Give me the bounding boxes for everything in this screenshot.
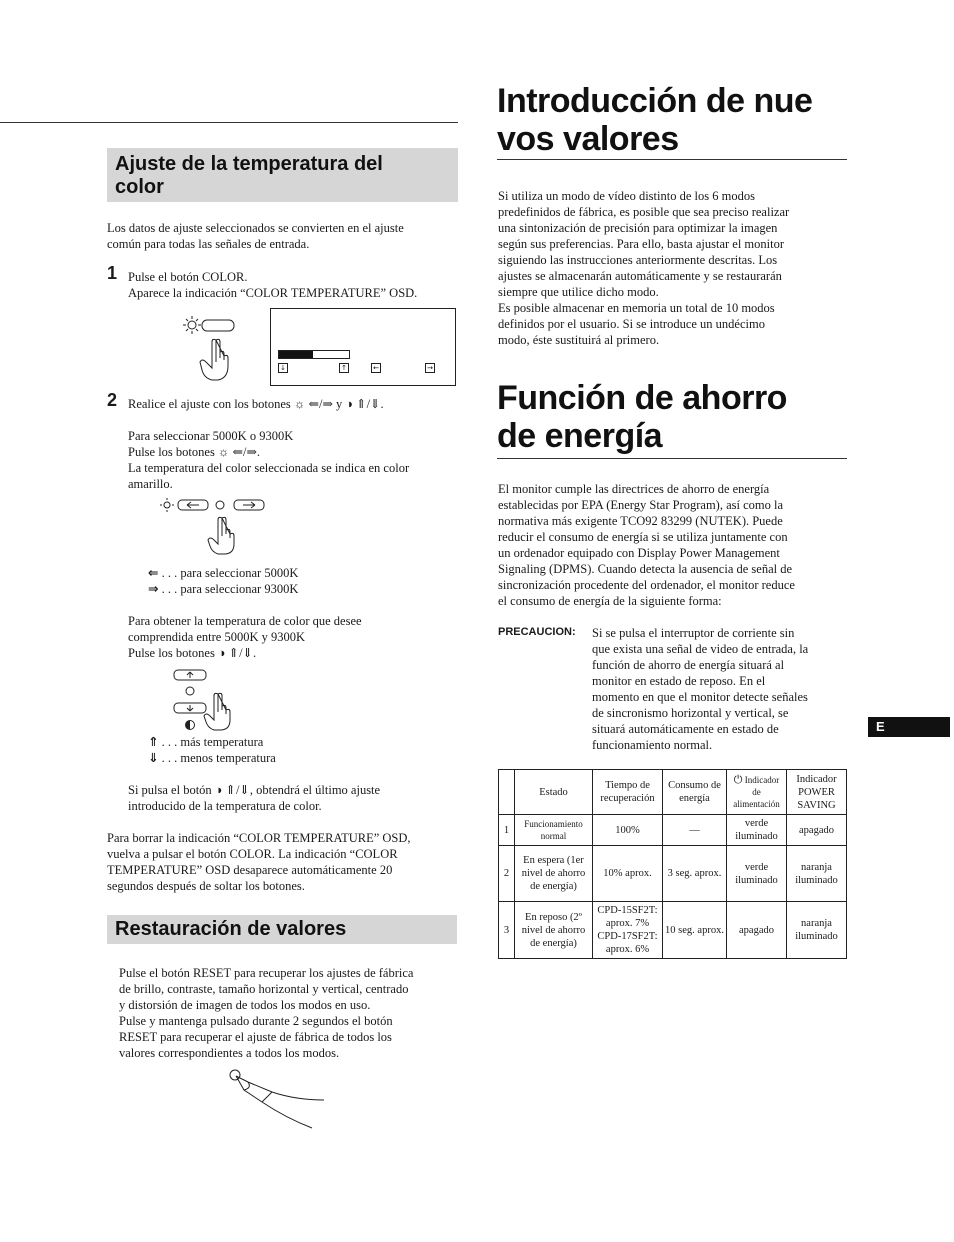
sun-icon (160, 498, 174, 512)
reset-paragraph (119, 965, 459, 1061)
intro-line: común para todas las señales de entrada. (107, 237, 310, 251)
heading-line1: Ajuste de la temperatura del (115, 153, 383, 175)
reset-line: y distorsión de imagen de todos los modos en uso. (119, 998, 371, 1012)
table-header-cell: Estado (515, 770, 593, 815)
up-arrow-icon: ⇑ (148, 734, 159, 749)
paragraph-line: una sintonización de precisión para optimizar la imagen (498, 221, 778, 235)
heading-line2: color (115, 176, 164, 198)
obtain-line: Pulse los botones ◑ ⇑/⇓. (128, 646, 257, 660)
table-cell: naranja iluminado (787, 902, 847, 959)
table-cell: En reposo (2º nivel de ahorro de energía) (515, 902, 593, 959)
obtain-line: Para obtener la temperatura de color que desee (128, 614, 362, 628)
title-line: de energía (497, 417, 663, 455)
pointing-hand-icon (200, 339, 228, 380)
table-cell: verde iluminado (727, 815, 787, 846)
paragraph-line: según sus preferencias. Para ello, basta ajustar el monitor (498, 237, 785, 251)
caution-line: situará automáticamente en estado de (592, 722, 779, 736)
last-setting-line: Si pulsa el botón ◑ ⇑/⇓, obtendrá el último ajuste (128, 783, 381, 797)
table-cell: 10% aprox. (593, 846, 663, 902)
title-line: Introducción de nue (497, 82, 813, 120)
paragraph-line: sincronización procedente del ordenador, el monitor reduce (498, 578, 795, 592)
up-arrow-text: . . . más temperatura (161, 735, 264, 749)
table-cell: Funcionamiento normal (515, 815, 593, 846)
paragraph-line: modo, éste sustituirá al primero. (498, 333, 660, 347)
intro-line: Los datos de ajuste seleccionados se convierten en el ajuste (107, 221, 404, 235)
table-cell: 2 (499, 846, 515, 902)
right-arrow-text: . . . para seleccionar 9300K (161, 582, 299, 596)
caution-line: momento en que el monitor detecte señales (592, 690, 808, 704)
obtain-line: comprendida entre 5000K y 9300K (128, 630, 306, 644)
contrast-icon (186, 721, 195, 730)
caution-line: Si se pulsa el interruptor de corriente sin (592, 626, 795, 640)
select-line: Para seleccionar 5000K o 9300K (128, 429, 294, 443)
power-saving-paragraph (498, 481, 853, 609)
caution-line: monitor en estado de reposo. En el (592, 674, 766, 688)
paragraph-line: El monitor cumple las directrices de ahorro de energía (498, 482, 770, 496)
table-header-cell: Consumo de energía (663, 770, 727, 815)
table-row (499, 902, 847, 959)
paragraph-line: Es posible almacenar en memoria un total de 10 modos (498, 301, 775, 315)
left-arrow-icon: ⇐ (148, 565, 159, 580)
table-header-row (499, 770, 847, 815)
title-line: vos valores (497, 120, 679, 158)
down-arrow-row (148, 750, 448, 766)
osd-display (270, 308, 456, 386)
table-cell: 3 seg. aprox. (663, 846, 727, 902)
table-row (499, 815, 847, 846)
section-title-power-saving (497, 379, 857, 455)
left-arrow-row (148, 565, 448, 581)
top-rule-left (0, 122, 458, 123)
paragraph-line: el consumo de energía de la siguiente forma: (498, 594, 722, 608)
section-heading-reset (107, 915, 457, 944)
up-down-legend (148, 734, 448, 766)
table-cell: 3 (499, 902, 515, 959)
power-saving-table (498, 769, 847, 959)
section-heading-color-temperature (107, 148, 458, 202)
title-underline (497, 159, 847, 160)
reset-line: RESET para recuperar el ajuste de fábrica de todos los (119, 1030, 392, 1044)
osd-left-icon: ← (371, 363, 381, 373)
osd-right-icon: → (425, 363, 435, 373)
arrow-legend (148, 565, 448, 597)
caution-line: que exista una señal de video de entrada, la (592, 642, 809, 656)
left-right-buttons-illustration (158, 496, 270, 556)
step1-line: Pulse el botón COLOR. (128, 270, 248, 284)
color-button (202, 320, 234, 331)
reset-line: de brillo, contraste, tamaño horizontal y vertical, centrado (119, 982, 409, 996)
step-number-1: 1 (107, 263, 118, 283)
paragraph-line: siguiendo las instrucciones anteriormente descritas. Los (498, 253, 778, 267)
last-setting-paragraph (128, 782, 458, 814)
select-line: La temperatura del color seleccionada se indica en color (128, 461, 410, 475)
reset-line: Pulse el botón RESET para recuperar los ajustes de fábrica (119, 966, 414, 980)
paragraph-line: Si utiliza un modo de vídeo distinto de los 6 modos (498, 189, 755, 203)
language-tab-label: E (876, 719, 885, 734)
caution-text (592, 625, 852, 753)
power-icon: ⏻ (733, 773, 743, 786)
caution-label: PRECAUCION: (498, 626, 576, 638)
paragraph-line: un ordenador equipado con Display Power Management (498, 546, 780, 560)
osd-level-fill (279, 351, 313, 358)
table-header-cell (727, 770, 787, 815)
osd-up-icon: ↑ (339, 363, 349, 373)
table-cell: naranja iluminado (787, 846, 847, 902)
caution-line: funcionamiento normal. (592, 738, 713, 752)
right-arrow-icon: ⇒ (148, 581, 159, 596)
reset-button-icon (230, 1070, 240, 1080)
step2-text: Realice el ajuste con los botones ☼ ⇐/⇒ y ◑ ⇑/⇓. (128, 397, 384, 411)
caution-line: función de ahorro de energía situará al (592, 658, 785, 672)
table-header-cell: Tiempo de recuperación (593, 770, 663, 815)
table-header-cell: Indicador POWER SAVING (787, 770, 847, 815)
osd-down-icon: ↓ (278, 363, 288, 373)
table-header-cell (499, 770, 515, 815)
intro-paragraph (107, 220, 457, 252)
table-cell: 1 (499, 815, 515, 846)
paragraph-line: siempre que utilice dicho modo. (498, 285, 659, 299)
title-line: Función de ahorro (497, 379, 787, 417)
section-title-new-values (497, 82, 857, 158)
paragraph-line: reducir el consumo de energía si se utiliza juntamente con (498, 530, 788, 544)
osd-level-bar (278, 350, 350, 359)
step-number-2: 2 (107, 390, 118, 410)
reset-pen-illustration (226, 1066, 330, 1130)
clear-line: TEMPERATURE” OSD desaparece automáticamente 20 (107, 863, 393, 877)
select-line: Pulse los botones ☼ ⇐/⇒. (128, 445, 261, 459)
paragraph-line: establecidas por EPA (Energy Star Program), así como la (498, 498, 784, 512)
table-cell: — (663, 815, 727, 846)
table-cell: verde iluminado (727, 846, 787, 902)
caution-line: de sincronismo horizontal y vertical, se (592, 706, 789, 720)
clear-line: Para borrar la indicación “COLOR TEMPERATURE” OSD, (107, 831, 411, 845)
center-dot (216, 501, 224, 509)
select-paragraph (128, 428, 458, 492)
table-cell: 10 seg. aprox. (663, 902, 727, 959)
table-cell: apagado (727, 902, 787, 959)
color-button-illustration (180, 312, 242, 384)
header-text: Indicador de alimentación (733, 775, 780, 809)
clear-line: segundos después de soltar los botones. (107, 879, 305, 893)
select-line: amarillo. (128, 477, 173, 491)
table-cell: apagado (787, 815, 847, 846)
paragraph-line: normativa más exigente TCO92 83299 (NUTEK). Puede (498, 514, 783, 528)
pen-icon (236, 1076, 324, 1128)
reset-line: valores correspondientes a todos los modos. (119, 1046, 340, 1060)
table-row (499, 846, 847, 902)
reset-line: Pulse y mantenga pulsado durante 2 segundos el botón (119, 1014, 393, 1028)
step1-text (128, 269, 468, 301)
paragraph-line: definidos por el usuario. Si se introduce un undécimo (498, 317, 765, 331)
reset-heading-text: Restauración de valores (115, 918, 347, 940)
clear-osd-paragraph (107, 830, 457, 894)
paragraph-line: Signaling (DPMS). Cuando detecta la ausencia de señal de (498, 562, 793, 576)
step1-line: Aparece la indicación “COLOR TEMPERATURE” OSD. (128, 286, 418, 300)
down-arrow-text: . . . menos temperatura (161, 751, 276, 765)
sun-icon (183, 316, 201, 334)
center-dot (186, 687, 194, 695)
paragraph-line: predefinidos de fábrica, es posible que sea preciso realizar (498, 205, 790, 219)
paragraph-line: ajustes se almacenarán automáticamente y se restaurarán (498, 269, 782, 283)
clear-line: vuelva a pulsar el botón COLOR. La indicación “COLOR (107, 847, 398, 861)
table-cell: En espera (1er nivel de ahorro de energía) (515, 846, 593, 902)
pointing-hand-icon (204, 693, 230, 730)
up-down-buttons-illustration (170, 666, 250, 736)
language-tab-e (868, 717, 950, 737)
table-cell: CPD-15SF2T: aprox. 7% CPD-17SF2T: aprox. 6% (593, 902, 663, 959)
up-arrow-row (148, 734, 448, 750)
right-arrow-row (148, 581, 448, 597)
pointing-hand-icon (208, 517, 234, 554)
left-arrow-text: . . . para seleccionar 5000K (161, 566, 299, 580)
title-underline (497, 458, 847, 459)
new-values-paragraph (498, 188, 853, 348)
obtain-paragraph (128, 613, 458, 661)
last-setting-line: introducido de la temperatura de color. (128, 799, 322, 813)
table-cell: 100% (593, 815, 663, 846)
down-arrow-icon: ⇓ (148, 750, 159, 765)
